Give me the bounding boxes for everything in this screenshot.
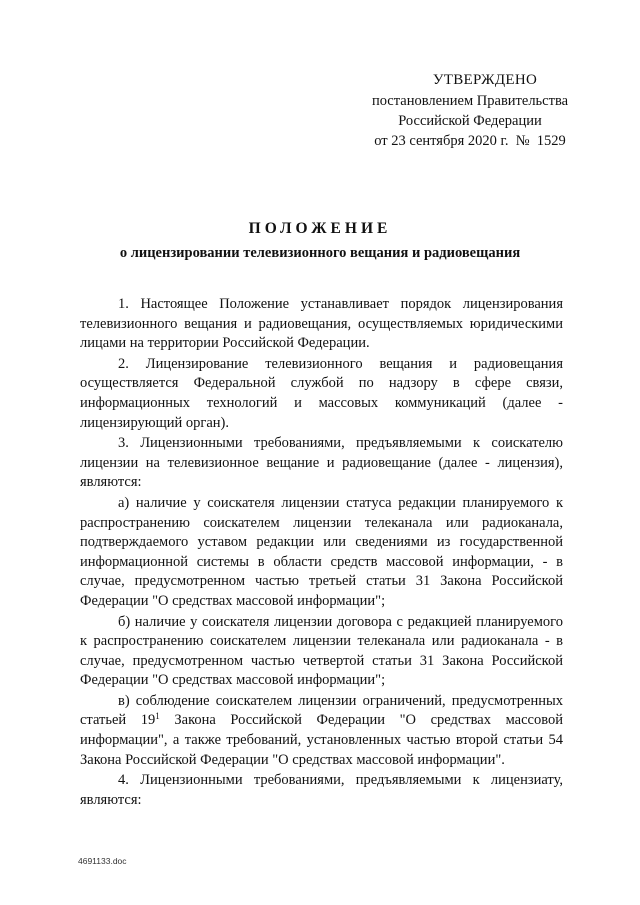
approval-line-federation: Российской Федерации: [398, 113, 542, 129]
approval-line-date-number: от 23 сентября 2020 г. № 1529: [374, 133, 566, 149]
paragraph-4: 4. Лицензионными требованиями, предъявляемыми к лицензиату, являются:: [80, 772, 563, 808]
document-body: [80, 295, 563, 810]
paragraph-3c-start: в) соблюдение соискателем лицензии ограничений, предусмотренных статьей 19: [80, 692, 563, 729]
paragraph-3a: а) наличие у соискателя лицензии статуса редакции планируемого к распространению соискателем лицензии телеканала или радиоканала, подтверждаемого уставом редакции или сведениями из государственной информационной системы в области средств массовой информации, - в случае, предусмотренном частью третьей статьи 31 Закона Российской Федерации "О средствах массовой информации";: [80, 494, 563, 609]
paragraph-3c-end: Закона Российской Федерации "О средствах массовой информации", а также требований, установленных частью второй статьи 54 Закона Российской Федерации "О средствах массовой информации".: [80, 712, 563, 768]
approval-block: [340, 70, 600, 151]
paragraph-3c: [80, 692, 563, 770]
approval-heading: УТВЕРЖДЕНО: [432, 72, 538, 88]
article-superscript: 1: [155, 711, 160, 722]
paragraph-2: 2. Лицензирование телевизионного вещания и радиовещания осуществляется Федеральной службой по надзору в сфере связи, информационных технологий и массовых коммуникаций (далее - лицензирующий орган).: [80, 355, 563, 431]
document-title: ПОЛОЖЕНИЕ: [248, 220, 392, 237]
approval-line-decree: постановлением Правительства: [371, 93, 569, 109]
document-subtitle: о лицензировании телевизионного вещания и радиовещания: [119, 245, 521, 261]
footer-doc-id: 4691133.doc: [78, 856, 127, 866]
paragraph-1: 1. Настоящее Положение устанавливает порядок лицензирования телевизионного вещания и радиовещания, осуществляемых юридическими лицами на территории Российской Федерации.: [80, 296, 563, 352]
paragraph-3b: б) наличие у соискателя лицензии договора с редакцией планируемого к распространению соискателем лицензии телеканала или радиоканала - в случае, предусмотренном частью четвертой статьи 31 Закона Российской Федерации "О средствах массовой информации";: [80, 613, 563, 689]
paragraph-3: 3. Лицензионными требованиями, предъявляемыми к соискателю лицензии на телевизионное вещание и радиовещание (далее - лицензия), являются:: [80, 435, 563, 491]
